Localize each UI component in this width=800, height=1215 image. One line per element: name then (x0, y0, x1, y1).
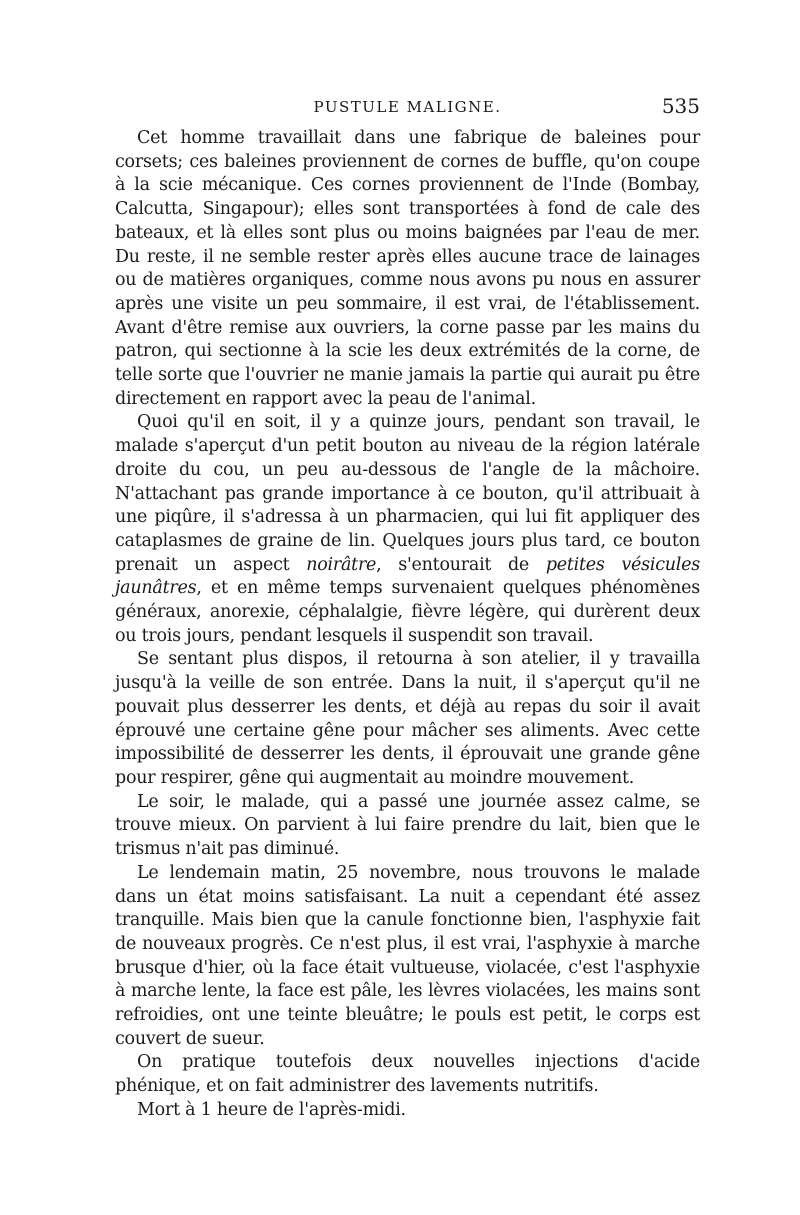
running-title: PUSTULE MALIGNE. (313, 98, 502, 116)
paragraph-4: Le soir, le malade, qui a passé une journée assez calme, se trouve mieux. On parvient à lui faire prendre du lait, bien que le trismus n'ait pas diminué. (115, 791, 700, 860)
page-number: 535 (661, 94, 700, 118)
paragraph-1: Cet homme travaillait dans une fabrique de baleines pour corsets; ces baleines proviennent de cornes de buffle, qu'on coupe à la scie mécanique. Ces cornes proviennent de l'Inde (Bombay, Calcutta, Singapour); elles sont transportées à fond de cale des bateaux, et là elles sont plus ou moins baignées par l'eau de mer. Du reste, il ne semble rester après elles aucune trace de lainages ou de matières organiques, comme nous avons pu nous en assurer après une visite un peu sommaire, il est vrai, de l'établissement. Avant d'être remise aux ouvriers, la corne passe par les mains du patron, qui sectionne à la scie les deux extrémités de la corne, de telle sorte que l'ouvrier ne manie jamais la partie qui aurait pu être directement en rapport avec la peau de l'animal. (115, 128, 700, 409)
italic-term-vesicules: petites vésicules jaunâtres (115, 554, 700, 599)
paragraph-2-part-c: , et en même temps survenaient quelques phénomènes généraux, anorexie, céphalalgie, fièvre légère, qui durèrent deux ou trois jours, pendant lesquels il suspendit son travail. (115, 578, 700, 646)
paragraph-2-part-b: , s'entourait de (376, 554, 546, 575)
paragraph-3: Se sentant plus dispos, il retourna à son atelier, il y travailla jusqu'à la veille de son entrée. Dans la nuit, il s'aperçut qu'il ne pouvait plus desserrer les dents, et déjà au repas du soir il avait éprouvé une certaine gêne pour mâcher ses aliments. Avec cette impossibilité de desserrer les dents, il éprouvait une grande gêne pour respirer, gêne qui augmentait au moindre mouvement. (115, 649, 700, 788)
paragraph-6: On pratique toutefois deux nouvelles injections d'acide phénique, et on fait administrer des lavements nutritifs. (115, 1052, 700, 1097)
paragraph-5: Le lendemain matin, 25 novembre, nous trouvons le malade dans un état moins satisfaisant. La nuit a cependant été assez tranquille. Mais bien que la canule fonctionne bien, l'asphyxie fait de nouveaux progrès. Ce n'est plus, il est vrai, l'asphyxie à marche brusque d'hier, où la face était vultueuse, violacée, c'est l'asphyxie à marche lente, la face est pâle, les lèvres violacées, les mains sont refroidies, ont une teinte bleuâtre; le pouls est petit, le corps est couvert de sueur. (115, 862, 700, 1049)
body-text (115, 127, 700, 1123)
paragraph-2 (115, 411, 700, 648)
running-header (115, 94, 700, 118)
italic-term-noiratre: noirâtre (306, 554, 377, 575)
paragraph-7: Mort à 1 heure de l'après-midi. (137, 1099, 406, 1120)
paragraph-2-part-a: Quoi qu'il en soit, il y a quinze jours, pendant son travail, le malade s'aperçut d'un petit bouton au niveau de la région latérale droite du cou, un peu au-dessous de l'angle de la mâchoire. N'attachant pas grande importance à ce bouton, qu'il attribuait à une piqûre, il s'adressa à un pharmacien, qui lui fit appliquer des cataplasmes de graine de lin. Quelques jours plus tard, ce bouton prenait un aspect (115, 412, 700, 575)
